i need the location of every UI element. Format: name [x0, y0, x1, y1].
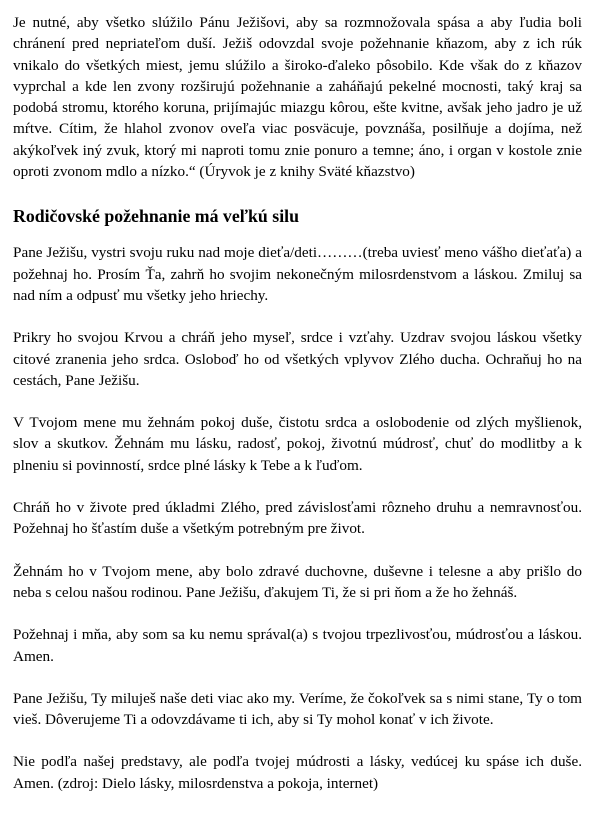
prayer-paragraph: Požehnaj i mňa, aby som sa ku nemu správal(a) s tvojou trpezlivosťou, múdrosťou a láskou. Amen.: [13, 626, 582, 665]
prayer-body: [13, 242, 582, 794]
intro-paragraph: Je nutné, aby všetko slúžilo Pánu Ježišovi, aby sa rozmnožovala spása a aby ľudia boli chránení pred nepriateľom duší. Ježiš odovzdal svoje požehnanie kňazom, aby z ich rúk vnikalo do všetkých miest, jemu slúžilo a široko-ďaleko pôsobilo. Kde však do z kňazov vyprchal a kde len zvony rozširujú požehnanie a zaháňajú pekelné mocnosti, taký kraj sa podobá stromu, ktorého koruna, prijímajúc miazgu kôrou, ešte kvitne, avšak jeho jadro je už mŕtve. Cítim, že hlahol zvonov oveľa viac posväcuje, povznáša, posilňuje a dojíma, než akýkoľvek iný zvuk, ktorý mi naproti tomu znie ponuro a temne; áno, i organ v kostole znie oproti zvonom mdlo a nízko.“ (Úryvok je z knihy Sväté kňazstvo): [13, 14, 582, 181]
prayer-paragraph: Nie podľa našej predstavy, ale podľa tvojej múdrosti a lásky, vedúcej ku spáse ich duše. Amen. (zdroj: Dielo lásky, milosrdenstva a pokoja, internet): [13, 753, 582, 792]
section-heading: Rodičovské požehnanie má veľkú silu: [13, 206, 299, 227]
document-page: [13, 12, 582, 794]
prayer-paragraph: Žehnám ho v Tvojom mene, aby bolo zdravé duchovne, duševne i telesne a aby prišlo do neba s celou našou rodinou. Pane Ježišu, ďakujem Ti, že si pri ňom a že ho žehnáš.: [13, 562, 582, 601]
prayer-paragraph: V Tvojom mene mu žehnám pokoj duše, čistotu srdca a oslobodenie od zlých myšlienok, slov a skutkov. Žehnám mu lásku, radosť, pokoj, životnú múdrosť, chuť do modlitby a k plneniu si povinností, srdce plné lásky k Tebe a k ľuďom.: [13, 414, 582, 474]
prayer-paragraph: Pane Ježišu, Ty miluješ naše deti viac ako my. Veríme, že čokoľvek sa s nimi stane, Ty o tom vieš. Dôverujeme Ti a odovzdávame ti ich, aby si Ty mohol konať v ich živote.: [13, 689, 582, 729]
prayer-paragraph: Prikry ho svojou Krvou a chráň jeho myseľ, srdce i vzťahy. Uzdrav svojou láskou všetky citové zranenia jeho srdca. Osloboď ho od všetkých vplyvov Zlého ducha. Ochraňuj ho na cestách, Pane Ježišu.: [13, 329, 582, 389]
prayer-paragraph: Chráň ho v živote pred úkladmi Zlého, pred závislosťami rôzneho druhu a nemravnosťou. Požehnaj ho šťastím duše a všetkým potrebným pre život.: [13, 499, 582, 538]
prayer-paragraph: Pane Ježišu, vystri svoju ruku nad moje dieťa/deti………(treba uviesť meno vášho dieťaťa) a požehnaj ho. Prosím Ťa, zahrň ho svojim nekonečným milosrdenstvom a láskou. Zmiluj sa nad ním a odpusť mu všetky jeho hriechy.: [13, 244, 582, 304]
